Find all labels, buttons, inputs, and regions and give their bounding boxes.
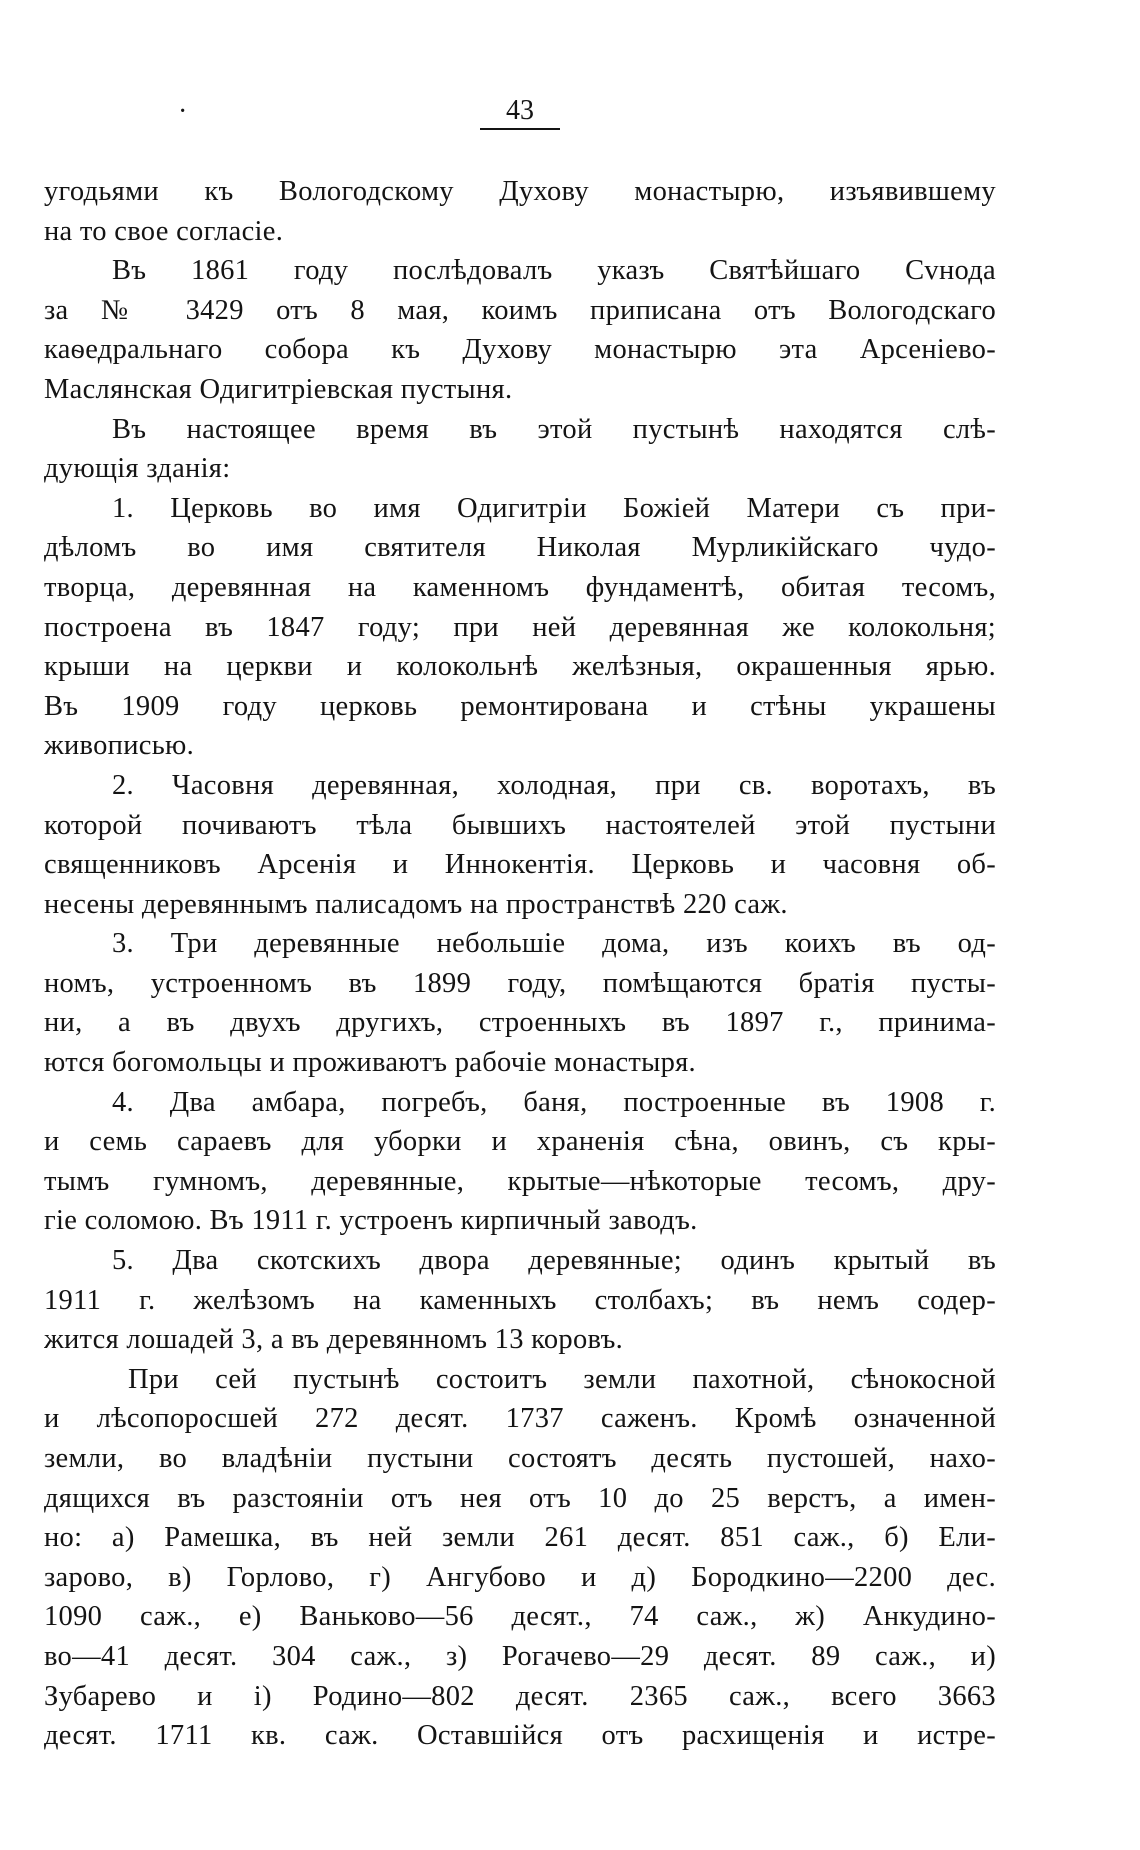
text-line: земли, во владѣніи пустыни состоятъ десять пустошей, нахо- [44,1443,996,1474]
text-line: священниковъ Арсенія и Иннокентія. Церковь и часовня об- [44,849,996,881]
text-line: Въ 1909 году церковь ремонтирована и стѣны украшены [44,690,996,722]
body-text [44,172,996,1756]
text-line: гіе соломою. Въ 1911 г. устроенъ кирпичный заводъ. [44,1205,698,1237]
text-line: и лѣсопоросшей 272 десят. 1737 саженъ. Кромѣ означенной [44,1403,996,1435]
text-line: но: а) Рамешка, въ ней земли 261 десят. 851 саж., б) Ели- [44,1522,996,1554]
text-line: 2. Часовня деревянная, холодная, при св. воротахъ, въ [112,769,996,801]
text-line: и семь сараевъ для уборки и храненія сѣна, овинъ, съ кры- [44,1126,996,1158]
text-line: тымъ гумномъ, деревянные, крытые—нѣкоторые тесомъ, дру- [44,1165,996,1197]
text-line: Въ 1861 году послѣдовалъ указъ Святѣйшаго Сvнода [112,255,996,287]
text-line: Въ настоящее время въ этой пустынѣ находятся слѣ- [112,413,996,445]
text-line: каѳедральнаго собора къ Духову монастырю эта Арсеніево- [44,334,996,366]
text-line: творца, деревянная на каменномъ фундаментѣ, обитая тесомъ, [44,571,996,603]
text-line: жится лошадей 3, а въ деревянномъ 13 коровъ. [44,1324,624,1356]
text-line: дѣломъ во имя святителя Николая Мурликійскаго чудо- [44,532,996,564]
text-line: на то свое согласіе. [44,215,284,247]
text-line: Маслянская Одигитріевская пустыня. [44,373,513,405]
text-line: Зубарево и і) Родино—802 десят. 2365 саж., всего 3663 [44,1680,996,1712]
text-line: дящихся въ разстояніи отъ нея отъ 10 до 25 верстъ, а имен- [44,1482,996,1514]
text-line: 1. Церковь во имя Одигитріи Божіей Матери съ при- [112,492,996,524]
page-number: 43 [480,96,560,130]
text-line: 5. Два скотскихъ двора деревянные; одинъ крытый въ [112,1245,996,1277]
text-line: При сей пустынѣ состоитъ земли пахотной, сѣнокосной [128,1363,996,1395]
text-line: номъ, устроенномъ въ 1899 году, помѣщаются братія пусты- [44,967,996,999]
text-line: 1090 саж., е) Ваньково—56 десят., 74 саж., ж) Анкудино- [44,1601,996,1633]
text-line: живописью. [44,730,195,762]
text-line: несены деревяннымъ палисадомъ на пространствѣ 220 саж. [44,888,788,920]
text-line: ются богомольцы и проживаютъ рабочіе монастыря. [44,1047,696,1079]
text-line: во—41 десят. 304 саж., з) Рогачево—29 десят. 89 саж., и) [44,1640,996,1672]
printer-dot: · [178,96,188,127]
text-line: десят. 1711 кв. саж. Оставшійся отъ расхищенія и истре- [44,1720,996,1752]
text-line: угодьями къ Вологодскому Духову монастырю, изъявившему [44,176,996,207]
text-line: дующія зданія: [44,453,231,485]
text-line: 3. Три деревянные небольшіе дома, изъ коихъ въ од- [112,928,996,960]
text-line: 4. Два амбара, погребъ, баня, построенные въ 1908 г. [112,1086,996,1118]
text-line: зарово, в) Горлово, г) Ангубово и д) Бородкино—2200 дес. [44,1561,996,1593]
text-line: крыши на церкви и колокольнѣ желѣзныя, окрашенныя ярью. [44,651,996,683]
text-line: построена въ 1847 году; при ней деревянная же колокольня; [44,611,996,643]
text-line: ни, а въ двухъ другихъ, строенныхъ въ 1897 г., принима- [44,1007,996,1039]
text-line: которой почиваютъ тѣла бывшихъ настоятелей этой пустыни [44,809,996,841]
text-line: 1911 г. желѣзомъ на каменныхъ столбахъ; въ немъ содер- [44,1284,996,1316]
text-line: за № 3429 отъ 8 мая, коимъ приписана отъ Вологодскаго [44,294,996,326]
